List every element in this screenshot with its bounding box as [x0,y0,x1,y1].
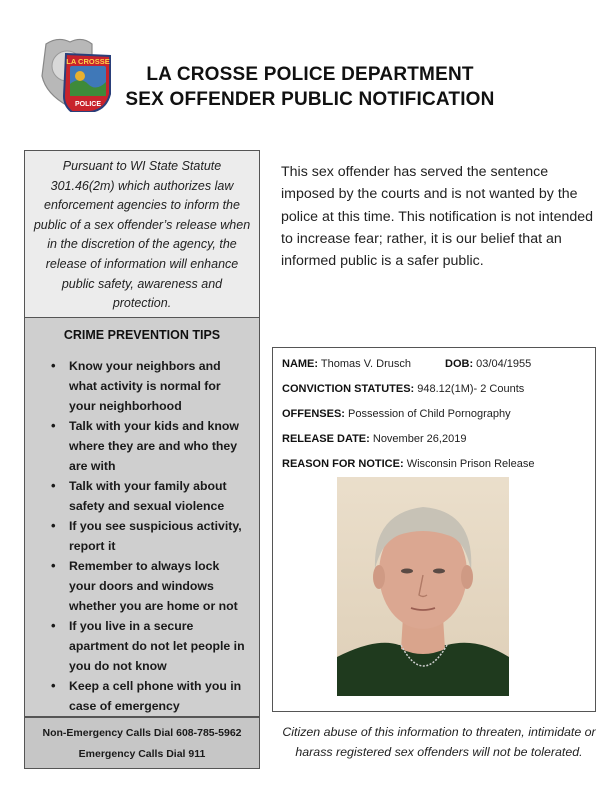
offender-name: Thomas V. Drusch [320,358,411,370]
tip-item: • If you live in a secure apartment do not let people in you do not know [43,616,249,676]
abuse-warning: Citizen abuse of this information to threaten, intimidate or harass registered sex offenders will not be tolerated. [282,725,596,759]
crime-tips-list [25,356,259,716]
offender-photo [337,477,509,696]
tip-item: • Know your neighbors and what activity is normal for your neighborhood [43,356,249,416]
tip-item: • Talk with your kids and know where they are and who they are with [43,416,249,476]
tip-item: • If you see suspicious activity, report it [43,516,249,556]
name-row [282,358,411,370]
conviction-label: CONVICTION STATUTES: [282,383,415,395]
statute-text: Pursuant to WI State Statute 301.46(2m) which authorizes law enforcement agencies to inform the public of a sex offender’s release when in the discretion of the agency, the release of information will enhance public safety, awareness and protection. [33,159,251,311]
conviction-row [282,383,524,395]
crime-tips-heading: CRIME PREVENTION TIPS [63,328,221,342]
reason-row [282,458,534,470]
tip-item: • Keep a cell phone with you in case of emergency [43,676,249,716]
emergency-number: Emergency Calls Dial 911 [78,748,206,760]
dob-row [445,358,531,370]
release-label: RELEASE DATE: [282,433,370,445]
page-title [120,62,500,112]
tip-item: • Remember to always lock your doors and windows whether you are home or not [43,556,249,616]
offenses-value: Possession of Child Pornography [348,408,511,420]
conviction-statutes: 948.12(1M)- 2 Counts [417,383,525,395]
notice-paragraph: This sex offender has served the sentence imposed by the courts and is not wanted by the police at this time. This notification is not intended to increase fear; rather, it is our belief that an informed public is a safer public. [281,164,594,270]
badge-text-top: LA CROSSE [66,57,110,66]
title-line-2: SEX OFFENDER PUBLIC NOTIFICATION [125,89,495,110]
reason-value: Wisconsin Prison Release [406,458,535,470]
offender-dob: 03/04/1955 [476,358,532,370]
badge-text-bottom: POLICE [74,101,102,108]
release-date: November 26,2019 [372,433,467,445]
offenses-label: OFFENSES: [282,408,345,420]
offenses-row [282,408,511,420]
dob-label: DOB: [445,358,474,370]
statute-box [24,150,260,318]
name-label: NAME: [282,358,319,370]
crime-prevention-panel [24,318,260,717]
police-badge-logo [36,36,116,112]
release-row [282,433,466,445]
non-emergency-number: Non-Emergency Calls Dial 608-785-5962 [42,727,242,739]
contact-box [24,717,260,769]
reason-label: REASON FOR NOTICE: [282,458,404,470]
tip-item: • Talk with your family about safety and sexual violence [43,476,249,516]
title-line-1: LA CROSSE POLICE DEPARTMENT [146,64,474,85]
